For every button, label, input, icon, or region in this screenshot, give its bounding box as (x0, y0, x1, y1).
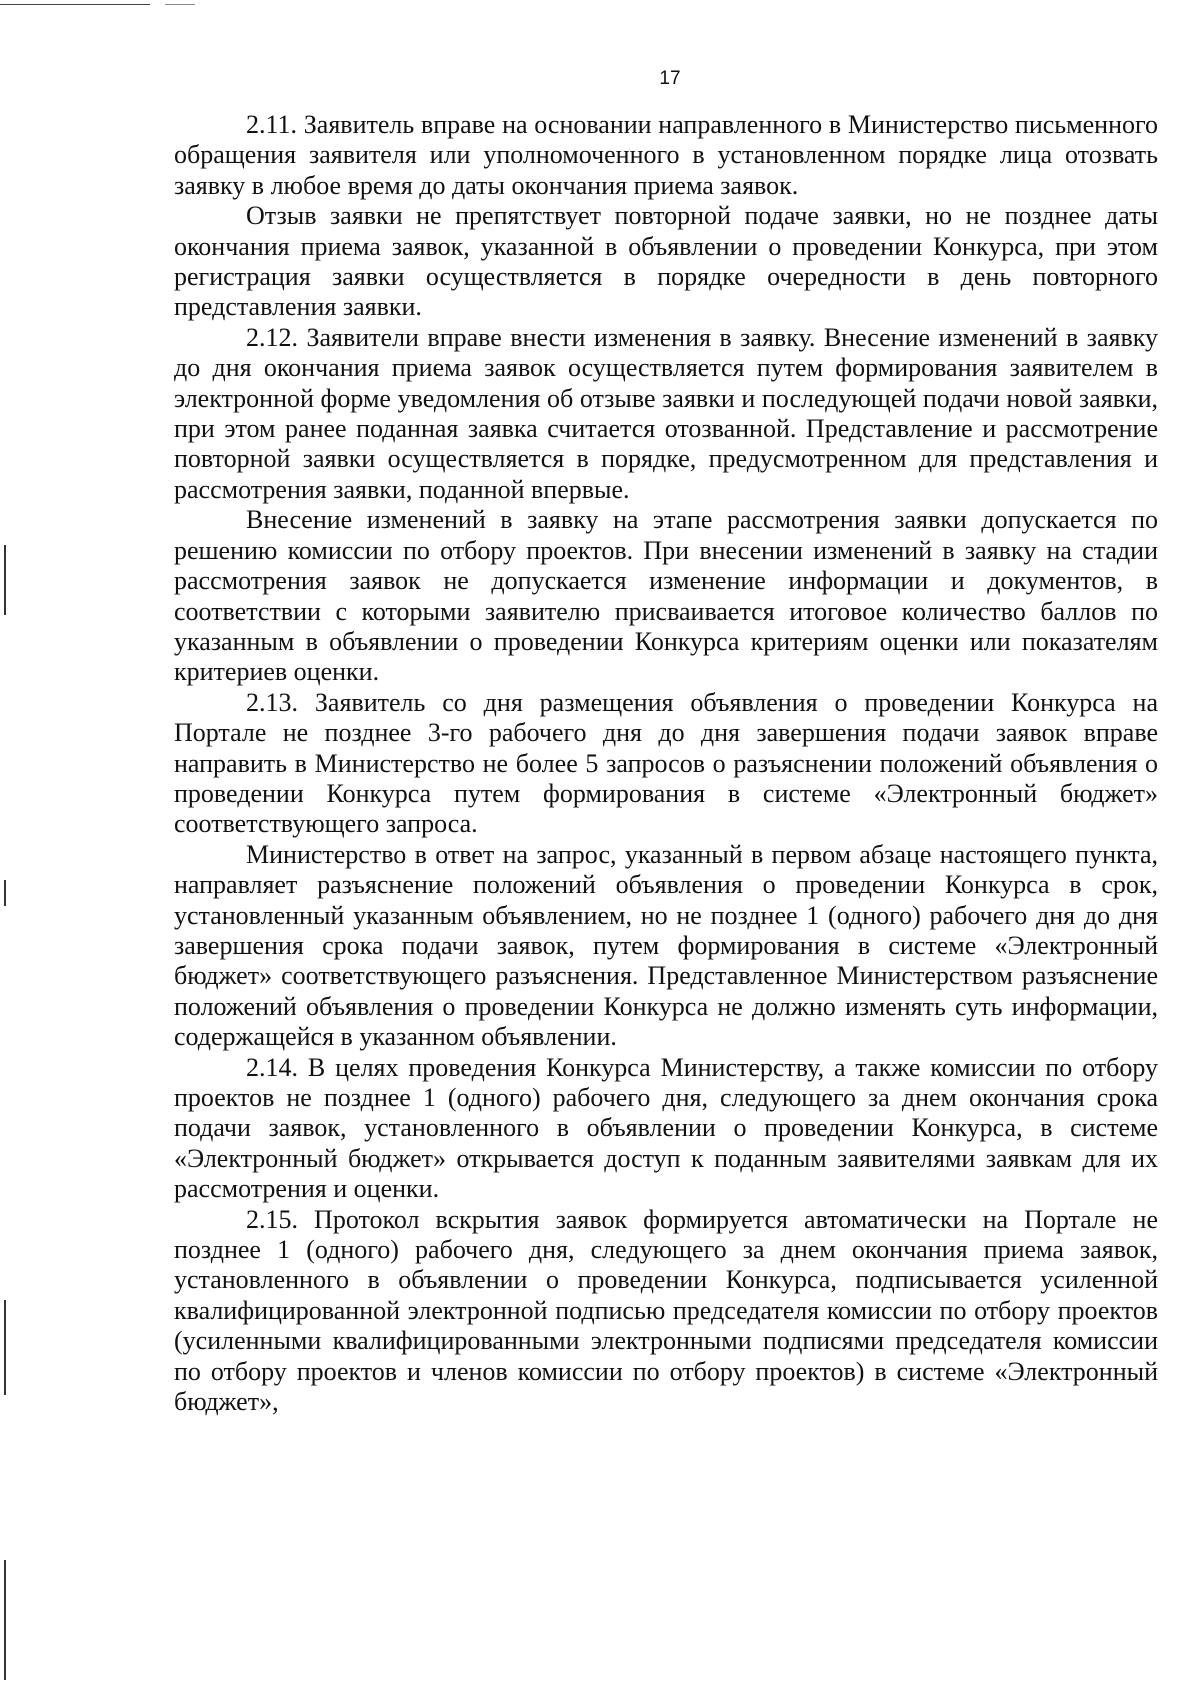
paragraph-2-13: 2.13. Заявитель со дня размещения объявления о проведении Конкурса на Портале не позднее 3-го рабочего дня до дня завершения подачи заявок вправе направить в Министерство не более 5 запросов о разъяснении положений объявления о проведении Конкурса путем формирования в системе «Электронный бюджет» соответствующего запроса. (174, 687, 1158, 839)
paragraph-2-15: 2.15. Протокол вскрытия заявок формируется автоматически на Портале не позднее 1 (одного) рабочего дня, следующего за днем окончания приема заявок, установленного в объявлении о проведении Конкурса, подписывается усиленной квалифицированной электронной подписью председателя комиссии по отбору проектов (усиленными квалифицированными электронными подписями председателя комиссии по отбору проектов и членов комиссии по отбору проектов) в системе «Электронный бюджет», (174, 1204, 1158, 1417)
scan-margin-mark (4, 880, 6, 906)
paragraph-2-11: 2.11. Заявитель вправе на основании направленного в Министерство письменного обращения заявителя или уполномоченного в установленном порядке лица отозвать заявку в любое время до даты окончания приема заявок. (174, 110, 1158, 200)
scan-margin-mark (4, 1300, 6, 1395)
scan-margin-mark (4, 1560, 6, 1680)
scan-edge-line (0, 4, 150, 5)
paragraph-2-13-response: Министерство в ответ на запрос, указанный в первом абзаце настоящего пункта, направляет разъяснение положений объявления о проведении Конкурса в срок, установленный указанным объявлением, но не позднее 1 (одного) рабочего дня до дня завершения срока подачи заявок, путем формирования в системе «Электронный бюджет» соответствующего разъяснения. Представленное Министерством разъяснение положений объявления о проведении Конкурса не должно изменять суть информации, содержащейся в указанном объявлении. (174, 839, 1158, 1052)
paragraph-2-12-changes: Внесение изменений в заявку на этапе рассмотрения заявки допускается по решению комиссии по отбору проектов. При внесении изменений в заявку на стадии рассмотрения заявок не допускается изменение информации и документов, в соответствии с которыми заявителю присваивается итоговое количество баллов по указанным в объявлении о проведении Конкурса критериям оценки или показателям критериев оценки. (174, 505, 1158, 687)
page-number: 17 (659, 68, 681, 89)
scan-margin-mark (4, 545, 6, 615)
scan-edge-line (165, 4, 195, 5)
paragraph-2-12: 2.12. Заявители вправе внести изменения в заявку. Внесение изменений в заявку до дня окончания приема заявок осуществляется путем формирования заявителем в электронной форме уведомления об отзыве заявки и последующей подачи новой заявки, при этом ранее поданная заявка считается отозванной. Представление и рассмотрение повторной заявки осуществляется в порядке, предусмотренном для представления и рассмотрения заявки, поданной впервые. (174, 322, 1158, 504)
paragraph-2-11-withdrawal: Отзыв заявки не препятствует повторной подаче заявки, но не позднее даты окончания приема заявок, указанной в объявлении о проведении Конкурса, при этом регистрация заявки осуществляется в порядке очередности в день повторного представления заявки. (174, 201, 1158, 322)
document-body (174, 110, 1158, 1417)
paragraph-2-14: 2.14. В целях проведения Конкурса Министерству, а также комиссии по отбору проектов не позднее 1 (одного) рабочего дня, следующего за днем окончания срока подачи заявок, установленного в объявлении о проведении Конкурса, в системе «Электронный бюджет» открывается доступ к поданным заявителями заявкам для их рассмотрения и оценки. (174, 1052, 1158, 1204)
